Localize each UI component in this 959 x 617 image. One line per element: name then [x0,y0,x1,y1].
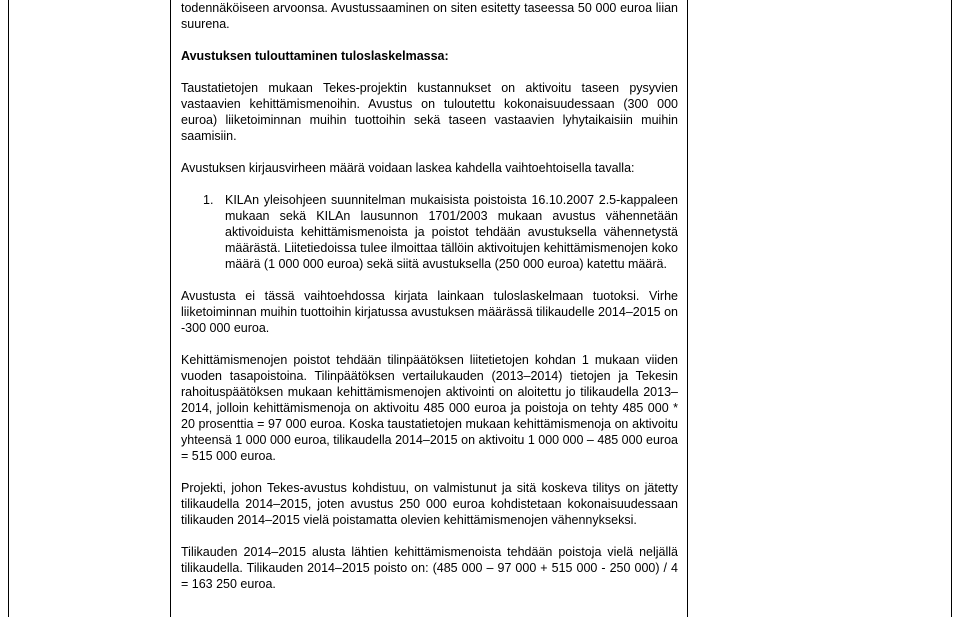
table-border-left [8,0,9,617]
list-item-1 [181,192,678,272]
paragraph-3: Avustusta ei tässä vaihtoehdossa kirjata lainkaan tuloslaskelmaan tuotoksi. Virhe liiketoiminnan muihin tuottoihin kirjatussa avustuksen määrässä tilikaudelle 2014–2015 on -300 000 euroa. [181,289,678,335]
table-border-inner-right [687,0,688,617]
paragraph-6: Tilikauden 2014–2015 alusta lähtien kehittämismenoista tehdään poistoja vielä neljällä tilikaudella. Tilikauden 2014–2015 poisto on: (485 000 – 97 000 + 515 000 - 250 000) / 4 = 163 250 euroa. [181,545,678,591]
paragraph-5: Projekti, johon Tekes-avustus kohdistuu, on valmistunut ja sitä koskeva tilitys on jätetty tilikaudella 2014–2015, joten avustus 250 000 euroa kohdistetaan kokonaisuudessaan tilikauden 2014–2015 vielä poistamatta olevien kehittämismenojen vähennykseksi. [181,481,678,527]
section-heading: Avustuksen tulouttaminen tuloslaskelmassa: [181,49,449,63]
paragraph-2: Avustuksen kirjausvirheen määrä voidaan laskea kahdella vaihtoehtoisella tavalla: [181,161,635,175]
table-border-right [951,0,952,617]
paragraph-1: Taustatietojen mukaan Tekes-projektin kustannukset on aktivoitu taseen pysyvien vastaavien kehittämismenoihin. Avustus on tuloutettu kokonaisuudessaan (300 000 euroa) liiketoiminnan muihin tuottoihin sekä taseen vastaavien lyhytaikaisiin muihin saamisiin. [181,81,678,143]
list-number: 1. [203,193,214,207]
text-column [181,0,678,592]
table-border-inner-left [170,0,171,617]
list-text: KILAn yleisohjeen suunnitelman mukaisista poistoista 16.10.2007 2.5-kappaleen mukaan sekä KILAn lausunnon 1701/2003 mukaan avustus vähennetään aktivoiduista kehittämismenoista ja poistot tehdään avustuksella vähennetystä määrästä. Liitetiedoissa tulee ilmoittaa tällöin aktivoitujen kehittämismenojen koko määrä (1 000 000 euroa) sekä siitä avustuksella (250 000 euroa) katettu määrä. [225,193,678,271]
paragraph-0: todennäköiseen arvoonsa. Avustussaaminen on siten esitetty taseessa 50 000 euroa liian suurena. [181,1,678,31]
paragraph-4: Kehittämismenojen poistot tehdään tilinpäätöksen liitetietojen kohdan 1 mukaan viiden vuoden tasapoistoina. Tilinpäätöksen vertailukauden (2013–2014) tietojen ja Tekesin rahoituspäätöksen mukaan kehittämismenojen aktivointi on aloitettu jo tilikaudella 2013–2014, jolloin kehittämismenoja on aktivoitu 485 000 euroa ja poistoja on tehty 485 000 * 20 prosenttia = 97 000 euroa. Koska taustatietojen mukaan kehittämismenoja on aktivoitu yhteensä 1 000 000 euroa, tilikaudella 2014–2015 on aktivoitu 1 000 000 – 485 000 euroa = 515 000 euroa. [181,353,678,463]
